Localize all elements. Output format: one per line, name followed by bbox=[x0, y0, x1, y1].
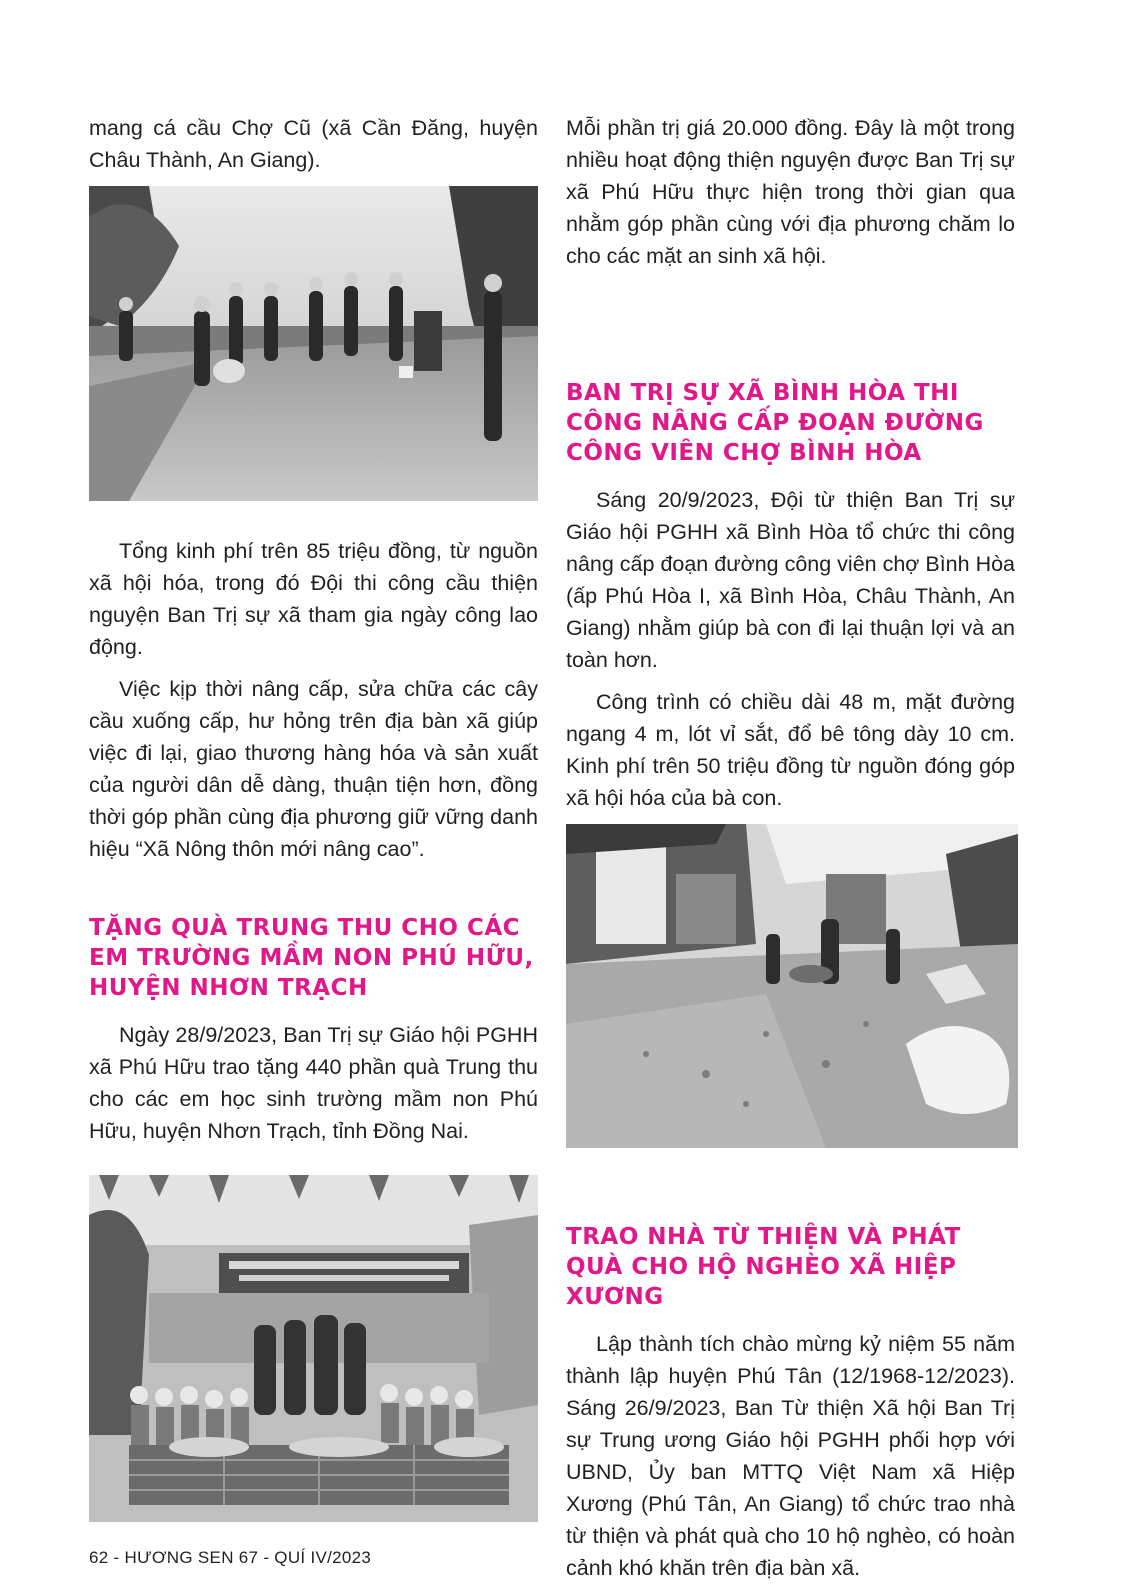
road-construction-photo bbox=[566, 824, 1018, 1148]
left-column bbox=[89, 112, 538, 1522]
page-footer: 62 - HƯƠNG SEN 67 - QUÍ IV/2023 bbox=[89, 1548, 372, 1567]
right-para-2: Công trình có chiều dài 48 m, mặt đường ngang 4 m, lót vỉ sắt, đổ bê tông dày 10 cm. Kinh phí trên 50 triệu đồng từ nguồn đóng góp xã hội hóa của bà con. bbox=[566, 690, 1015, 810]
right-para-3: Lập thành tích chào mừng kỷ niệm 55 năm thành lập huyện Phú Tân (12/1968-12/2023). Sáng 26/9/2023, Ban Từ thiện Xã hội Ban Trị sự Trung ương Giáo hội PGHH phối hợp với UBND, Ủy ban MTTQ Việt Nam xã Hiệp Xương (Phú Tân, An Giang) tổ chức trao nhà từ thiện và phát quà cho 10 hộ nghèo, có hoàn cảnh khó khăn trên địa bàn xã. bbox=[566, 1332, 1015, 1580]
right-para-1: Sáng 20/9/2023, Đội từ thiện Ban Trị sự Giáo hội PGHH xã Bình Hòa tổ chức thi công nâng cấp đoạn đường công viên chợ Bình Hòa (ấp Phú Hòa I, xã Bình Hòa, Châu Thành, An Giang) nhằm giúp bà con đi lại thuận lợi và an toàn hơn. bbox=[566, 488, 1016, 672]
right-column bbox=[566, 112, 1015, 1594]
left-intro-text: mang cá cầu Chợ Cũ (xã Cần Đăng, huyện Châu Thành, An Giang). bbox=[89, 116, 538, 172]
section-heading-trung-thu: TẶNG QUÀ TRUNG THU CHO CÁC EM TRƯỜNG MẦM NON PHÚ HỮU, HUYỆN NHƠN TRẠCH bbox=[89, 915, 534, 1001]
left-para-3: Ngày 28/9/2023, Ban Trị sự Giáo hội PGHH xã Phú Hữu trao tặng 440 phần quà Trung thu cho các em học sinh trường mầm non Phú Hữu, huyện Nhơn Trạch, tỉnh Đồng Nai. bbox=[89, 1023, 538, 1143]
left-para-2: Việc kịp thời nâng cấp, sửa chữa các cây cầu xuống cấp, hư hỏng trên địa bàn xã giúp việc đi lại, giao thương hàng hóa và sản xuất của người dân dễ dàng, thuận tiện hơn, đồng thời góp phần cùng địa phương giữ vững danh hiệu “Xã Nông thôn mới nâng cao”. bbox=[89, 677, 538, 861]
section-heading-binh-hoa: BAN TRỊ SỰ XÃ BÌNH HÒA THI CÔNG NÂNG CẤP ĐOẠN ĐƯỜNG CÔNG VIÊN CHỢ BÌNH HÒA bbox=[566, 380, 984, 466]
right-intro-text: Mỗi phần trị giá 20.000 đồng. Đây là một trong nhiều hoạt động thiện nguyện được Ban Trị sự xã Phú Hữu thực hiện trong thời gian qua nhằm góp phần cùng với địa phương chăm lo cho các mặt an sinh xã hội. bbox=[566, 116, 1015, 268]
left-para-1: Tổng kinh phí trên 85 triệu đồng, từ nguồn xã hội hóa, trong đó Đội thi công cầu thiện nguyện Ban Trị sự xã tham gia ngày công lao động. bbox=[89, 539, 538, 659]
bridge-work-photo bbox=[89, 186, 538, 501]
section-heading-hiep-xuong: TRAO NHÀ TỪ THIỆN VÀ PHÁT QUÀ CHO HỘ NGHÈO XÃ HIỆP XƯƠNG bbox=[566, 1224, 961, 1310]
mid-autumn-gift-photo bbox=[89, 1175, 538, 1522]
